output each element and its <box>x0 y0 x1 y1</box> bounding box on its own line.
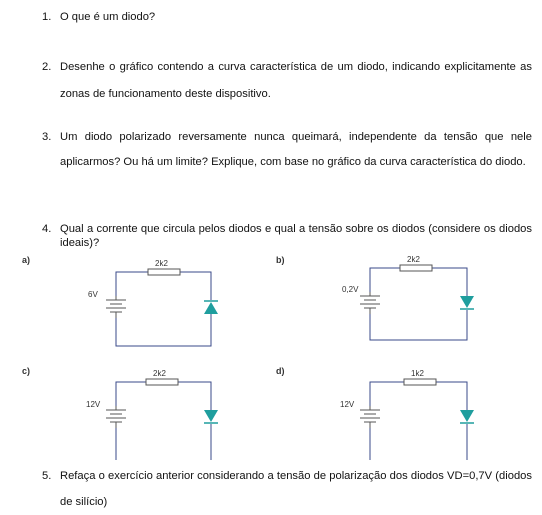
circuit-b-label: b) <box>276 255 285 265</box>
battery-icon <box>106 296 126 318</box>
resistor <box>404 379 436 385</box>
source-voltage: 12V <box>86 400 101 409</box>
battery-icon <box>360 406 380 428</box>
circuit-wire <box>370 268 467 340</box>
question-text: Refaça o exercício anterior considerando a tensão de polarização dos diodos VD=0,7V (diodos de silício) <box>60 470 532 508</box>
battery-icon <box>106 406 126 428</box>
question-text: Qual a corrente que circula pelos diodos e qual a tensão sobre os diodos (considere os diodos ideais)? <box>60 223 532 249</box>
circuit-c-label: c) <box>22 366 31 376</box>
resistor <box>148 269 180 275</box>
question-text: Um diodo polarizado reversamente nunca queimará, independente da tensão que nele aplicarmos? Ou há um limite? Explique, com base no gráfico da curva característica do diodo. <box>60 131 532 168</box>
question-1 <box>42 6 532 29</box>
question-number: 1. <box>42 11 52 23</box>
question-number: 4. <box>42 223 52 235</box>
diode-icon <box>460 296 474 309</box>
circuit-b <box>334 252 494 352</box>
question-3 <box>42 125 532 175</box>
resistor <box>400 265 432 271</box>
question-number: 3. <box>42 131 52 143</box>
question-text: O que é um diodo? <box>60 11 156 23</box>
resistor-value: 2k2 <box>407 255 420 264</box>
question-2 <box>42 54 532 108</box>
circuit-wire <box>116 382 211 460</box>
diode-icon <box>204 410 218 423</box>
circuit-d <box>334 364 494 464</box>
circuit-wire <box>370 382 467 460</box>
battery-icon <box>360 292 380 314</box>
source-voltage: 6V <box>88 290 98 299</box>
resistor-value: 1k2 <box>411 369 424 378</box>
circuit-c <box>80 364 240 464</box>
question-number: 5. <box>42 470 52 482</box>
resistor-value: 2k2 <box>155 259 168 268</box>
circuit-wire <box>116 272 211 346</box>
source-voltage: 12V <box>340 400 355 409</box>
question-5 <box>42 463 532 515</box>
circuit-a-label: a) <box>22 255 31 265</box>
diode-icon <box>460 410 474 423</box>
question-text: Desenhe o gráfico contendo a curva característica de um diodo, indicando explicitamente as zonas de funcionamento deste dispositivo. <box>60 61 532 100</box>
diode-icon <box>204 301 218 314</box>
question-4 <box>42 222 532 250</box>
circuit-a <box>80 252 240 352</box>
source-voltage: 0,2V <box>342 285 359 294</box>
question-number: 2. <box>42 61 52 73</box>
resistor <box>146 379 178 385</box>
circuit-d-label: d) <box>276 366 285 376</box>
resistor-value: 2k2 <box>153 369 166 378</box>
